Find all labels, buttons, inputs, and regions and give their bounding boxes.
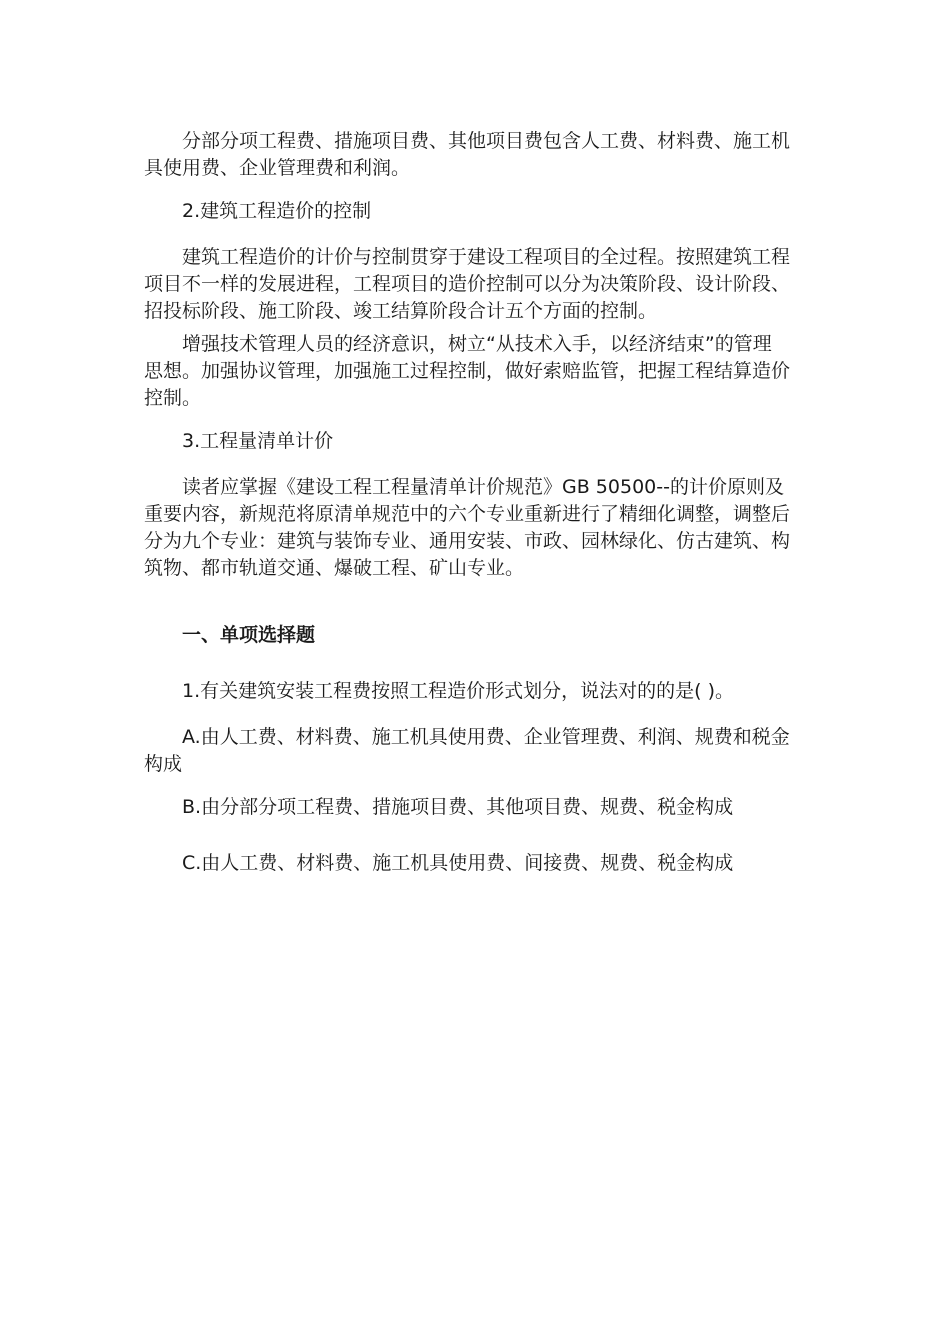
text-line: 控制。: [144, 387, 202, 409]
option-b: B.由分部分项工程费、措施项目费、其他项目费、规费、税金构成: [182, 796, 734, 818]
paragraph-economic-awareness: [144, 329, 800, 410]
paragraph-fee-composition: [144, 126, 800, 180]
text-line: 增强技术管理人员的经济意识，树立“从技术入手，以经济结束”的管理: [182, 333, 772, 355]
text-line: 分为九个专业：建筑与装饰专业、通用安装、市政、园林绿化、仿古建筑、构: [144, 530, 791, 552]
text-line: 筑物、都市轨道交通、爆破工程、矿山专业。: [144, 557, 525, 579]
section-title-single-choice: 一、单项选择题: [182, 624, 316, 646]
option-a: [144, 722, 800, 776]
text-line: 读者应掌握《建设工程工程量清单计价规范》GB 50500--的计价原则及: [182, 476, 784, 498]
section-heading-cost-control: 2.建筑工程造价的控制: [182, 200, 372, 222]
text-line: 思想。加强协议管理，加强施工过程控制，做好索赔监管，把握工程结算造价: [144, 360, 791, 382]
document-body: [144, 126, 800, 888]
paragraph-specification: [144, 472, 800, 580]
text-line: 重要内容，新规范将原清单规范中的六个专业重新进行了精细化调整，调整后: [144, 503, 791, 525]
text-line: 具使用费、企业管理费和利润。: [144, 157, 411, 179]
text-line: 招投标阶段、施工阶段、竣工结算阶段合计五个方面的控制。: [144, 300, 658, 322]
text-line: 项目不一样的发展进程，工程项目的造价控制可以分为决策阶段、设计阶段、: [144, 273, 791, 295]
paragraph-cost-control: [144, 242, 800, 323]
option-c: C.由人工费、材料费、施工机具使用费、间接费、规费、税金构成: [182, 852, 734, 874]
text-line: 分部分项工程费、措施项目费、其他项目费包含人工费、材料费、施工机: [182, 130, 791, 152]
text-line: A.由人工费、材料费、施工机具使用费、企业管理费、利润、规费和税金: [182, 726, 790, 748]
text-line: 建筑工程造价的计价与控制贯穿于建设工程项目的全过程。按照建筑工程: [182, 246, 791, 268]
question-1: 1.有关建筑安装工程费按照工程造价形式划分，说法对的的是( )。: [182, 680, 734, 702]
text-line: 构成: [144, 753, 183, 775]
section-heading-bill-of-quantities: 3.工程量清单计价: [182, 430, 334, 452]
